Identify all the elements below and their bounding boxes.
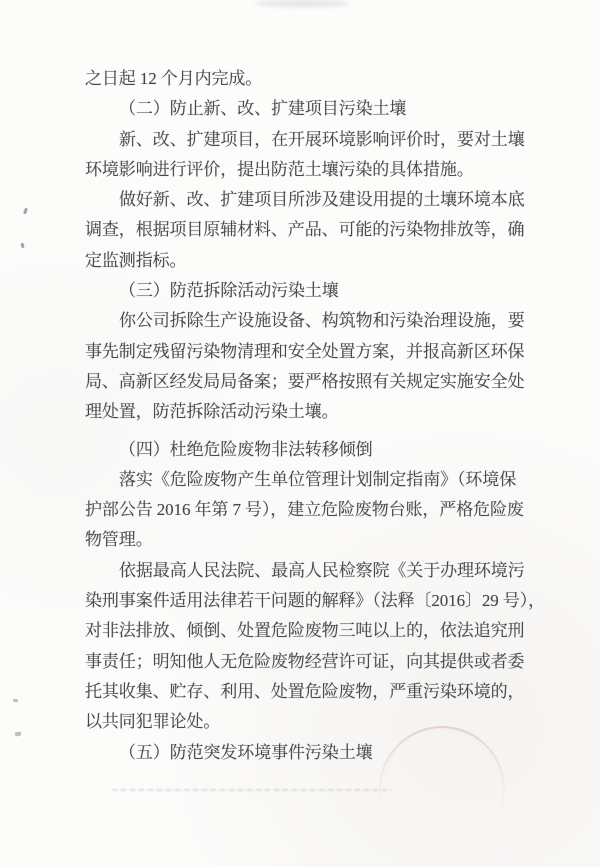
- text-line: 新、改、扩建项目，在开展环境影响评价时，要对土壤: [119, 129, 525, 149]
- document-body: [85, 64, 546, 768]
- text-line: 局、高新区经发局局备案；要严格按照有关规定实施安全处: [85, 371, 525, 391]
- text-line: 护部公告 2016 年第 7 号），建立危险废物台账，严格危险废: [85, 500, 524, 520]
- text-line: 环境影响进行评价，提出防范土壤污染的具体措施。: [85, 159, 474, 179]
- text-line: 做好新、改、扩建项目所涉及建设用提的土壤环境本底: [119, 190, 525, 210]
- scan-speck: [15, 732, 22, 737]
- section-heading: （二）防止新、改、扩建项目污染土壤: [119, 99, 407, 119]
- text-line: 染刑事案件适用法律若干问题的解释》（法释〔2016〕29 号），: [85, 591, 546, 611]
- text-line: 物管理。: [85, 530, 153, 550]
- section-heading: （四）杜绝危险废物非法转移倾倒: [119, 439, 373, 459]
- section-heading: （五）防范突发环境事件污染土壤: [119, 742, 373, 762]
- text-line: 托其收集、贮存、利用、处置危险废物，严重污染环境的，: [85, 681, 525, 701]
- text-line: 调查，根据项目原辅材料、产品、可能的污染物排放等，确: [85, 220, 525, 240]
- scan-speck: [23, 208, 28, 215]
- text-line: 事责任；明知他人无危险废物经营许可证，向其提供或者委: [85, 651, 525, 671]
- text-line: 你公司拆除生产设施设备、构筑物和污染治理设施，要: [119, 311, 525, 331]
- scan-bleedthrough-smudge: [255, 0, 350, 7]
- text-line: 之日起 12 个月内完成。: [85, 69, 263, 88]
- scan-bleedthrough-line: [112, 789, 392, 791]
- text-line: 依据最高人民法院、最高人民检察院《关于办理环境污: [119, 560, 525, 580]
- text-line: 理处置，防范拆除活动污染土壤。: [85, 402, 339, 422]
- text-line: 落实《危险废物产生单位管理计划制定指南》（环境保: [119, 469, 517, 489]
- text-line: 对非法排放、倾倒、处置危险废物三吨以上的，依法追究刑: [85, 621, 525, 641]
- scan-speck: [13, 699, 18, 703]
- text-line: 以共同犯罪论处。: [85, 712, 221, 732]
- section-heading: （三）防范拆除活动污染土壤: [119, 281, 339, 301]
- text-line: 事先制定残留污染物清理和安全处置方案，并报高新区环保: [85, 341, 525, 361]
- text-line: 定监测指标。: [85, 250, 187, 270]
- scan-speck: [20, 243, 24, 249]
